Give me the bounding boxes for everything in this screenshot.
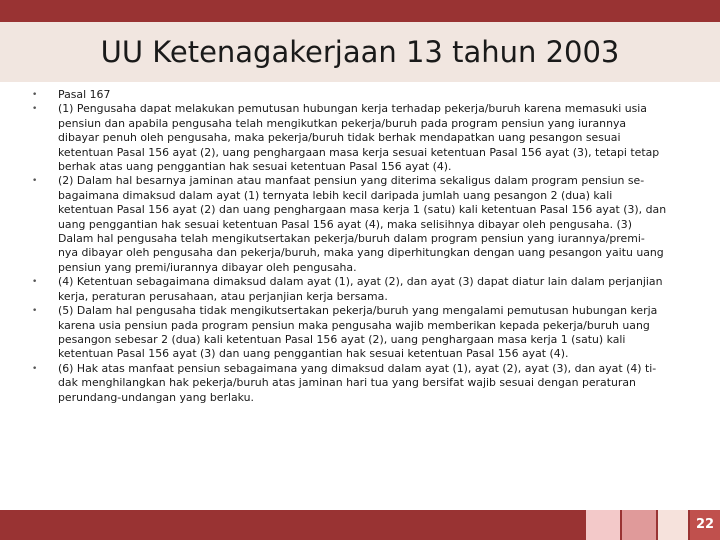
text-line: ketentuan Pasal 156 ayat (2), uang penghargaan masa kerja sesuai ketentuan Pasal 156 ayat (3), tetapi tetap <box>58 145 660 159</box>
text-line: ketentuan Pasal 156 ayat (3) dan uang penggantian hak sesuai ketentuan Pasal 156 ayat (4). <box>58 347 569 361</box>
bullet-item <box>28 88 692 102</box>
footer-square-pale <box>658 510 688 540</box>
text-line: dibayar penuh oleh pengusaha, maka pekerja/buruh tidak berhak mendapatkan uang pesangon sesuai <box>58 131 621 145</box>
bullet-item <box>28 362 692 405</box>
text-line: bagaimana dimaksud dalam ayat (1) ternyata lebih kecil daripada jumlah uang pesangon 2 (dua) kali <box>58 188 613 202</box>
bullet-icon: • <box>32 306 38 317</box>
text-line: dak menghilangkan hak pekerja/buruh atas jaminan hari tua yang bersifat wajib sesuai dengan peraturan <box>58 376 636 390</box>
text-line: perundang-undangan yang berlaku. <box>58 390 254 404</box>
bullet-icon: • <box>32 363 38 374</box>
text-line: uang penggantian hak sesuai ketentuan Pasal 156 ayat (4), maka selisihnya dibayar oleh pengusaha. (3) <box>58 217 632 231</box>
bullet-item <box>28 102 692 174</box>
bullet-icon: • <box>32 90 38 100</box>
text-line: kerja, peraturan perusahaan, atau perjanjian kerja bersama. <box>58 289 388 303</box>
footer-square-medium <box>622 510 656 540</box>
text-line: pensiun yang premi/iurannya dibayar oleh pengusaha. <box>58 260 357 274</box>
text-line: Dalam hal pengusaha telah mengikutsertakan pekerja/buruh dalam program pensiun yang iurannya/premi- <box>58 232 645 246</box>
text-line: (5) Dalam hal pengusaha tidak mengikutsertakan pekerja/buruh yang mengalami pemutusan hubungan kerja <box>58 304 658 318</box>
text-line: pesangon sebesar 2 (dua) kali ketentuan Pasal 156 ayat (2), uang penghargaan masa kerja 1 (satu) kali <box>58 332 626 346</box>
text-line: pensiun dan apabila pengusaha telah mengikutkan pekerja/buruh pada program pensiun yang iurannya <box>58 116 627 130</box>
text-line: (4) Ketentuan sebagaimana dimaksud dalam ayat (1), ayat (2), dan ayat (3) dapat diatur lain dalam perjanjian <box>58 275 663 289</box>
top-accent-bar <box>0 0 720 22</box>
text-line: (6) Hak atas manfaat pensiun sebagaimana yang dimaksud dalam ayat (1), ayat (2), ayat (3), dan ayat (4) ti- <box>58 361 657 375</box>
text-line: (2) Dalam hal besarnya jaminan atau manfaat pensiun yang diterima sekaligus dalam program pensiun se- <box>58 174 645 188</box>
bullet-icon: • <box>32 104 38 115</box>
text-line: (1) Pengusaha dapat melakukan pemutusan hubungan kerja terhadap pekerja/buruh karena memasuki usia <box>58 102 647 116</box>
page-number: 22 <box>690 510 720 540</box>
bullet-item <box>28 275 692 304</box>
bullet-icon: • <box>32 277 38 288</box>
bullet-icon: • <box>32 176 38 187</box>
text-line: nya dibayar oleh pengusaha dan pekerja/buruh, maka yang diperhitungkan dengan uang pesangon yaitu uang <box>58 246 664 260</box>
bullet-item <box>28 304 692 362</box>
text-line: ketentuan Pasal 156 ayat (2) dan uang penghargaan masa kerja 1 (satu) kali ketentuan Pasal 156 ayat (3), dan <box>58 203 667 217</box>
text-line: Pasal 167 <box>58 88 111 101</box>
slide-title: UU Ketenagakerjaan 13 tahun 2003 <box>100 35 620 69</box>
text-line: karena usia pensiun pada program pensiun maka pengusaha wajib memberikan kepada pekerja/buruh uang <box>58 318 650 332</box>
bullet-item <box>28 174 692 275</box>
footer-square-light <box>586 510 620 540</box>
text-line: berhak atas uang penggantian hak sesuai ketentuan Pasal 156 ayat (4). <box>58 160 452 174</box>
slide-body <box>28 88 692 405</box>
